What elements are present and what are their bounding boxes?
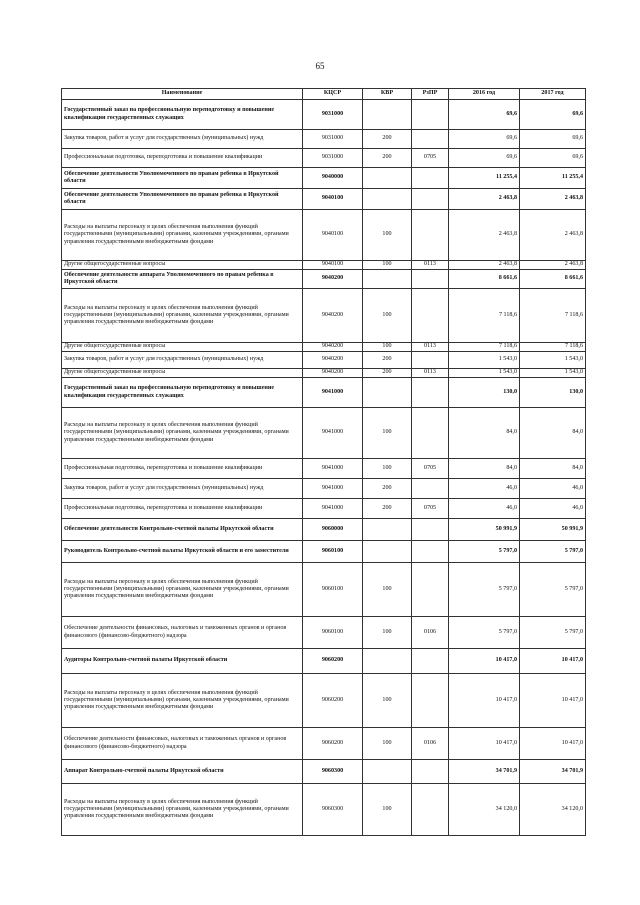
cell-kvr	[363, 270, 412, 289]
cell-name: Обеспечение деятельности аппарата Уполномоченного по правам ребенка в Иркутской области	[62, 270, 303, 289]
cell-rzpr: 0113	[412, 369, 449, 378]
cell-rzpr	[412, 130, 449, 149]
cell-2017: 10 417,0	[520, 674, 586, 728]
table-row	[62, 617, 586, 649]
cell-2017: 5 797,0	[520, 617, 586, 649]
cell-name: Закупка товаров, работ и услуг для государственных (муниципальных) нужд	[62, 352, 303, 369]
cell-kvr	[363, 649, 412, 674]
cell-rzpr: 0705	[412, 149, 449, 168]
cell-name: Расходы на выплаты персоналу в целях обеспечения выполнения функций государственными (муниципальными) органами, казенными учреждениями, органами управления государственными внебюджетными фондами	[62, 784, 303, 836]
cell-kvr	[363, 760, 412, 784]
table-row	[62, 760, 586, 784]
cell-2017: 46,0	[520, 499, 586, 519]
cell-2017: 11 255,4	[520, 168, 586, 189]
table-row	[62, 270, 586, 289]
cell-2017: 5 797,0	[520, 541, 586, 563]
cell-2017: 84,0	[520, 459, 586, 479]
cell-2016: 69,6	[449, 100, 520, 130]
header-rzpr: РзПР	[412, 89, 449, 100]
cell-2016: 130,0	[449, 378, 520, 408]
cell-kvr: 200	[363, 352, 412, 369]
cell-name: Обеспечение деятельности финансовых, налоговых и таможенных органов и органов финансового (финансово-бюджетного) надзора	[62, 728, 303, 760]
cell-kcsr: 9040200	[303, 270, 363, 289]
cell-kcsr: 9060200	[303, 728, 363, 760]
cell-2016: 7 118,6	[449, 343, 520, 352]
cell-2016: 2 463,8	[449, 210, 520, 261]
cell-2016: 8 661,6	[449, 270, 520, 289]
cell-name: Руководитель Контрольно-счетной палаты Иркутской области и его заместители	[62, 541, 303, 563]
cell-kvr: 100	[363, 459, 412, 479]
cell-rzpr	[412, 210, 449, 261]
cell-2017: 2 463,8	[520, 210, 586, 261]
table-row	[62, 352, 586, 369]
cell-2017: 34 701,9	[520, 760, 586, 784]
cell-kcsr: 9040200	[303, 369, 363, 378]
cell-kcsr: 9041000	[303, 459, 363, 479]
cell-rzpr	[412, 270, 449, 289]
cell-2017: 10 417,0	[520, 728, 586, 760]
cell-2017: 69,6	[520, 149, 586, 168]
cell-kcsr: 9041000	[303, 499, 363, 519]
cell-2016: 1 543,0	[449, 352, 520, 369]
cell-2016: 46,0	[449, 479, 520, 499]
cell-name: Обеспечение деятельности Уполномоченного по правам ребенка в Иркутской области	[62, 189, 303, 210]
cell-name: Государственный заказ на профессиональную переподготовку и повышение квалификации государственных служащих	[62, 378, 303, 408]
table-row	[62, 189, 586, 210]
cell-name: Аппарат Контрольно-счетной палаты Иркутской области	[62, 760, 303, 784]
table-row	[62, 261, 586, 270]
cell-kvr: 100	[363, 343, 412, 352]
cell-2016: 11 255,4	[449, 168, 520, 189]
cell-rzpr: 0106	[412, 728, 449, 760]
cell-name: Расходы на выплаты персоналу в целях обеспечения выполнения функций государственными (муниципальными) органами, казенными учреждениями, органами управления государственными внебюджетными фондами	[62, 674, 303, 728]
cell-kvr: 100	[363, 261, 412, 270]
table-row	[62, 289, 586, 343]
cell-name: Обеспечение деятельности финансовых, налоговых и таможенных органов и органов финансового (финансово-бюджетного) надзора	[62, 617, 303, 649]
cell-name: Расходы на выплаты персоналу в целях обеспечения выполнения функций государственными (муниципальными) органами, казенными учреждениями, органами управления государственными внебюджетными фондами	[62, 408, 303, 459]
cell-rzpr	[412, 760, 449, 784]
cell-rzpr: 0705	[412, 499, 449, 519]
table-header-row	[62, 89, 586, 100]
table-row	[62, 674, 586, 728]
cell-kvr: 100	[363, 617, 412, 649]
cell-kvr	[363, 189, 412, 210]
cell-2017: 8 661,6	[520, 270, 586, 289]
cell-2016: 84,0	[449, 408, 520, 459]
table-row	[62, 130, 586, 149]
cell-kcsr: 9031000	[303, 149, 363, 168]
cell-2016: 34 701,9	[449, 760, 520, 784]
cell-kvr: 100	[363, 210, 412, 261]
cell-name: Профессиональная подготовка, переподготовка и повышение квалификации	[62, 459, 303, 479]
cell-kcsr: 9041000	[303, 479, 363, 499]
cell-name: Другие общегосударственные вопросы	[62, 369, 303, 378]
cell-rzpr	[412, 784, 449, 836]
cell-2016: 69,6	[449, 130, 520, 149]
table-row	[62, 369, 586, 378]
cell-rzpr	[412, 541, 449, 563]
table-row	[62, 210, 586, 261]
cell-name: Закупка товаров, работ и услуг для государственных (муниципальных) нужд	[62, 479, 303, 499]
cell-2016: 2 463,8	[449, 261, 520, 270]
cell-kvr: 200	[363, 499, 412, 519]
cell-kcsr: 9060300	[303, 784, 363, 836]
cell-rzpr	[412, 649, 449, 674]
cell-name: Государственный заказ на профессиональную переподготовку и повышение квалификации государственных служащих	[62, 100, 303, 130]
cell-rzpr	[412, 479, 449, 499]
cell-kcsr: 9060100	[303, 563, 363, 617]
table-row	[62, 649, 586, 674]
cell-2017: 10 417,0	[520, 649, 586, 674]
header-name: Наименование	[62, 89, 303, 100]
cell-rzpr	[412, 189, 449, 210]
cell-name: Другие общегосударственные вопросы	[62, 261, 303, 270]
cell-kcsr: 9041000	[303, 408, 363, 459]
table-row	[62, 100, 586, 130]
cell-rzpr: 0113	[412, 343, 449, 352]
cell-name: Расходы на выплаты персоналу в целях обеспечения выполнения функций государственными (муниципальными) органами, казенными учреждениями, органами управления государственными внебюджетными фондами	[62, 210, 303, 261]
table-row	[62, 499, 586, 519]
header-kcsr: КЦСР	[303, 89, 363, 100]
cell-name: Обеспечение деятельности Контрольно-счетной палаты Иркутской области	[62, 519, 303, 541]
cell-rzpr: 0113	[412, 261, 449, 270]
cell-2017: 7 118,6	[520, 289, 586, 343]
cell-name: Профессиональная подготовка, переподготовка и повышение квалификации	[62, 149, 303, 168]
cell-kvr: 200	[363, 479, 412, 499]
header-kvr: КВР	[363, 89, 412, 100]
cell-rzpr	[412, 378, 449, 408]
cell-kcsr: 9040100	[303, 210, 363, 261]
cell-kvr: 100	[363, 408, 412, 459]
table-row	[62, 563, 586, 617]
cell-rzpr	[412, 100, 449, 130]
cell-rzpr	[412, 168, 449, 189]
cell-2017: 2 463,8	[520, 261, 586, 270]
cell-2017: 50 991,9	[520, 519, 586, 541]
cell-2016: 69,6	[449, 149, 520, 168]
cell-kcsr: 9060100	[303, 541, 363, 563]
cell-2017: 84,0	[520, 408, 586, 459]
cell-2016: 1 543,0	[449, 369, 520, 378]
cell-kcsr: 9060200	[303, 649, 363, 674]
cell-kcsr: 9040000	[303, 168, 363, 189]
cell-name: Профессиональная подготовка, переподготовка и повышение квалификации	[62, 499, 303, 519]
cell-2016: 84,0	[449, 459, 520, 479]
table-row	[62, 541, 586, 563]
cell-kcsr: 9040100	[303, 261, 363, 270]
cell-2017: 46,0	[520, 479, 586, 499]
cell-rzpr: 0705	[412, 459, 449, 479]
cell-kvr	[363, 168, 412, 189]
cell-2016: 50 991,9	[449, 519, 520, 541]
cell-2017: 69,6	[520, 130, 586, 149]
cell-kvr: 100	[363, 674, 412, 728]
cell-name: Другие общегосударственные вопросы	[62, 343, 303, 352]
cell-2017: 1 543,0	[520, 352, 586, 369]
cell-rzpr	[412, 563, 449, 617]
cell-2016: 5 797,0	[449, 617, 520, 649]
cell-rzpr	[412, 352, 449, 369]
table-row	[62, 479, 586, 499]
cell-kcsr: 9060200	[303, 674, 363, 728]
cell-2017: 130,0	[520, 378, 586, 408]
table-row	[62, 149, 586, 168]
table-row	[62, 519, 586, 541]
cell-name: Расходы на выплаты персоналу в целях обеспечения выполнения функций государственными (муниципальными) органами, казенными учреждениями, органами управления государственными внебюджетными фондами	[62, 563, 303, 617]
cell-rzpr	[412, 408, 449, 459]
cell-2016: 34 120,0	[449, 784, 520, 836]
cell-kvr: 200	[363, 369, 412, 378]
cell-2016: 5 797,0	[449, 541, 520, 563]
cell-kcsr: 9040200	[303, 289, 363, 343]
budget-table	[61, 88, 586, 836]
cell-2017: 2 463,8	[520, 189, 586, 210]
cell-kvr	[363, 541, 412, 563]
cell-kcsr: 9040100	[303, 189, 363, 210]
cell-kvr: 200	[363, 130, 412, 149]
cell-name: Расходы на выплаты персоналу в целях обеспечения выполнения функций государственными (муниципальными) органами, казенными учреждениями, органами управления государственными внебюджетными фондами	[62, 289, 303, 343]
cell-kvr: 100	[363, 289, 412, 343]
header-2016: 2016 год	[449, 89, 520, 100]
cell-kcsr: 9031000	[303, 100, 363, 130]
cell-2016: 10 417,0	[449, 728, 520, 760]
cell-2016: 46,0	[449, 499, 520, 519]
table-row	[62, 728, 586, 760]
cell-rzpr	[412, 674, 449, 728]
cell-2017: 1 543,0	[520, 369, 586, 378]
cell-2016: 10 417,0	[449, 674, 520, 728]
table-row	[62, 343, 586, 352]
cell-name: Аудиторы Контрольно-счетной палаты Иркутской области	[62, 649, 303, 674]
table-row	[62, 784, 586, 836]
header-2017: 2017 год	[520, 89, 586, 100]
cell-rzpr: 0106	[412, 617, 449, 649]
cell-2017: 69,6	[520, 100, 586, 130]
cell-2017: 7 118,6	[520, 343, 586, 352]
table-row	[62, 168, 586, 189]
cell-kcsr: 9040200	[303, 343, 363, 352]
cell-name: Закупка товаров, работ и услуг для государственных (муниципальных) нужд	[62, 130, 303, 149]
cell-kcsr: 9060100	[303, 617, 363, 649]
cell-kvr: 200	[363, 149, 412, 168]
page-number: 65	[315, 61, 325, 71]
cell-2016: 5 797,0	[449, 563, 520, 617]
cell-2016: 7 118,6	[449, 289, 520, 343]
cell-2016: 10 417,0	[449, 649, 520, 674]
table-row	[62, 459, 586, 479]
cell-kvr: 100	[363, 563, 412, 617]
cell-rzpr	[412, 519, 449, 541]
cell-kcsr: 9060300	[303, 760, 363, 784]
cell-2017: 34 120,0	[520, 784, 586, 836]
cell-2017: 5 797,0	[520, 563, 586, 617]
cell-kvr	[363, 100, 412, 130]
cell-kcsr: 9040200	[303, 352, 363, 369]
table-row	[62, 378, 586, 408]
cell-kvr: 100	[363, 728, 412, 760]
cell-kcsr: 9031000	[303, 130, 363, 149]
cell-name: Обеспечение деятельности Уполномоченного по правам ребенка в Иркутской области	[62, 168, 303, 189]
cell-kcsr: 9041000	[303, 378, 363, 408]
cell-kcsr: 9060000	[303, 519, 363, 541]
cell-rzpr	[412, 289, 449, 343]
cell-2016: 2 463,8	[449, 189, 520, 210]
table-row	[62, 408, 586, 459]
cell-kvr	[363, 378, 412, 408]
cell-kvr	[363, 519, 412, 541]
table-body	[62, 100, 586, 836]
cell-kvr: 100	[363, 784, 412, 836]
